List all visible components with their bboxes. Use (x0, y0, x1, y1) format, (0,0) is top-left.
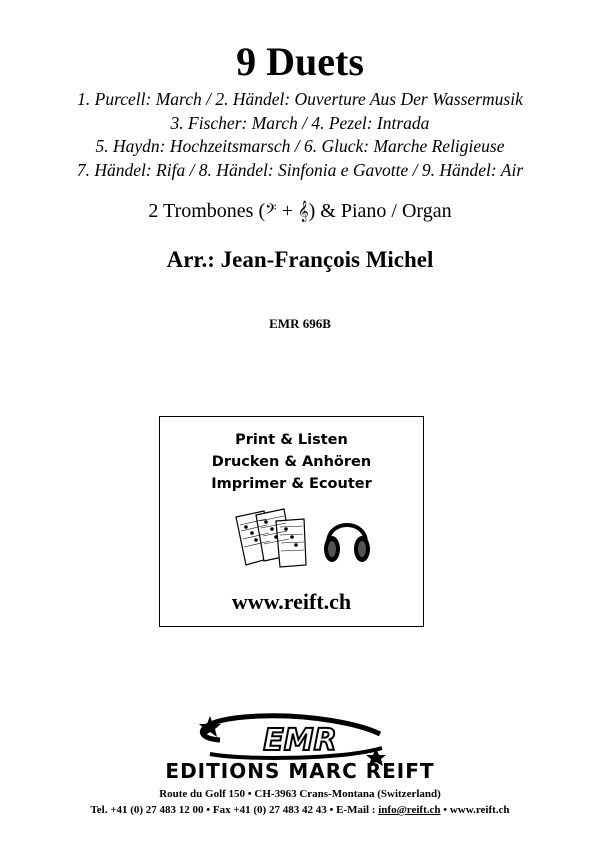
publisher-name: EDITIONS MARC REIFT (165, 759, 435, 783)
page-title: 9 Duets (236, 39, 364, 84)
contact-phone-fax: Tel. +41 (0) 27 483 12 00 • Fax +41 (0) 27 483 42 43 • E-Mail : (90, 804, 379, 816)
piece-line: 3. Fischer: March / 4. Pezel: Intrada (170, 112, 430, 133)
bass-clef-icon: 𝄢 (265, 201, 277, 222)
promo-box (159, 416, 424, 627)
promo-line: Print & Listen (235, 432, 348, 448)
plus-sign: + (276, 200, 298, 222)
logo-mark: EMR (263, 723, 337, 758)
emr-logo (150, 710, 450, 784)
piece-line: 7. Händel: Rifa / 8. Händel: Sinfonia e Gavotte / 9. Händel: Air (76, 159, 524, 180)
piece-line: 5. Haydn: Hochzeitsmarsch / 6. Gluck: Marche Religieuse (95, 136, 505, 156)
publisher-contact (0, 803, 600, 817)
instrumentation-prefix: 2 Trombones ( (148, 200, 266, 222)
piece-list (0, 88, 600, 182)
treble-clef-icon: 𝄞 (297, 201, 309, 222)
arranger: Arr.: Jean-François Michel (166, 247, 434, 272)
sheet-music-icon (232, 507, 312, 571)
promo-line: Drucken & Anhören (211, 454, 372, 470)
publisher-address: Route du Golf 150 • CH-3963 Crans-Montana (Switzerland) (159, 788, 441, 800)
instrumentation (0, 198, 600, 225)
email-link[interactable]: info@reift.ch (378, 804, 441, 816)
headphones-icon (322, 509, 372, 565)
promo-line: Imprimer & Ecouter (211, 476, 372, 492)
piece-line: 1. Purcell: March / 2. Händel: Ouverture Aus Der Wassermusik (77, 89, 523, 109)
catalog-code: EMR 696B (269, 316, 331, 331)
contact-website[interactable]: • www.reift.ch (440, 804, 510, 816)
instrumentation-suffix: ) & Piano / Organ (308, 200, 452, 222)
website-link[interactable]: www.reift.ch (231, 589, 352, 614)
